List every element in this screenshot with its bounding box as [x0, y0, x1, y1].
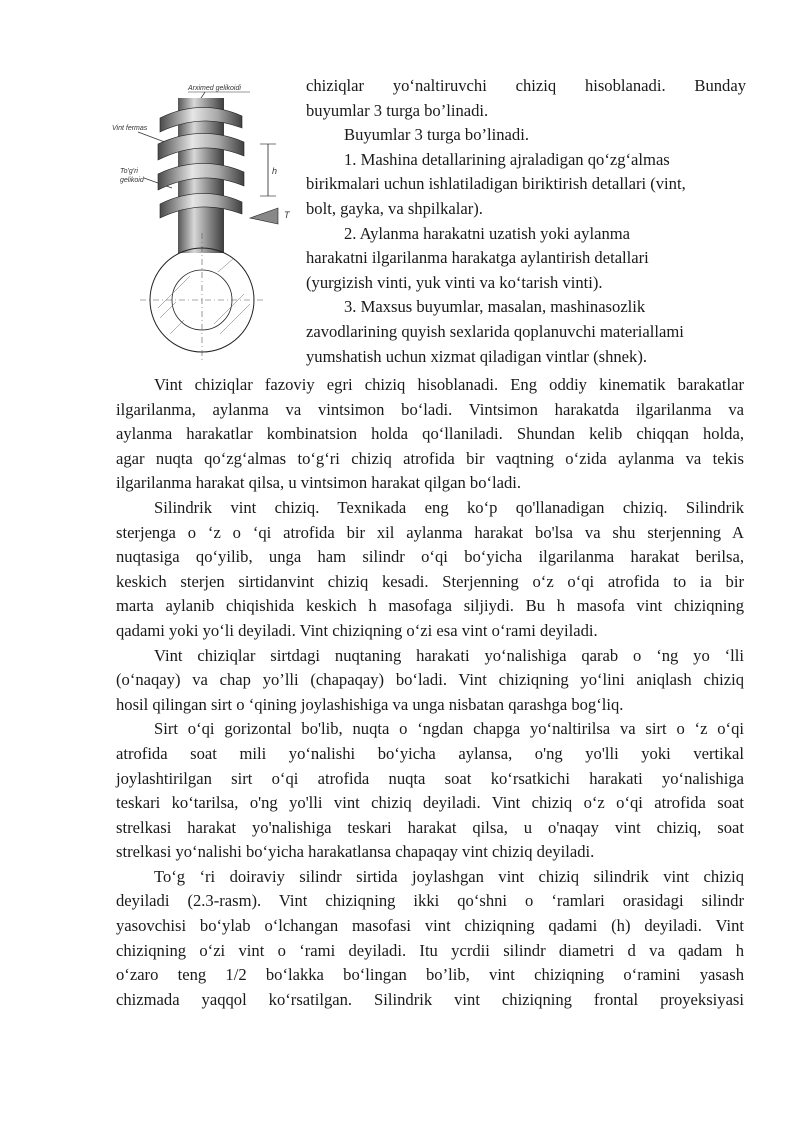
text-line: ilgarilanma, aylanma va vintsimon bo‘ladi. Vintsimon harakatda ilgarilanma va — [116, 399, 744, 419]
label-vint-fermas: Vint fermas — [112, 125, 148, 132]
text-line: harakatni ilgarilanma harakatga aylantirish detallari — [306, 248, 649, 268]
top-column-text — [306, 74, 746, 369]
screw-thread-figure — [110, 78, 306, 363]
text-line: yumshatish uchun xizmat qiladigan vintlar (shnek). — [306, 346, 648, 366]
text-line: chizmada yaqqol ko‘rsatilgan. Silindrik vint chiziqning frontal proyeksiyasi — [116, 989, 744, 1009]
text-line: 1. Mashina detallarining ajraladigan qo‘zg‘almas — [344, 149, 670, 169]
text-line: Buyumlar 3 turga bo’linadi. — [344, 125, 529, 145]
text-line: sterjenga o ‘z o ‘qi atrofida bir xil aylanma harakat bo'lsa va shu sterjenning A — [116, 522, 744, 542]
label-togri-gelikoid-1: To'g'ri — [120, 168, 138, 175]
text-line: joylashtirilgan sirt o‘qi atrofida nuqta soat ko‘rsatkichi harakati yo‘nalishiga — [116, 768, 744, 788]
text-line: atrofida soat mili yo‘nalishi bo‘yicha aylansa, o'ng yo'lli yoki vertikal — [116, 743, 744, 763]
text-line: chiziqlar yo‘naltiruvchi chiziq hisoblanadi. Bunday — [306, 76, 746, 95]
text-line: ilgarilanma harakat qilsa, u vintsimon harakat qilgan bo‘ladi. — [116, 473, 522, 493]
text-line: zavodlarining quyish sexlarida qoplanuvchi materiallami — [306, 321, 684, 341]
text-line: (o‘naqay) va chap yo’lli (chapaqay) bo‘ladi. Vint chiziqning yo‘lini aniqlash chiziq — [116, 670, 744, 690]
text-line: strelkasi yo‘nalishi bo‘yicha harakatlansa chapaqay vint chiziq deyiladi. — [116, 842, 595, 862]
text-line: yasovchisi bo‘ylab o‘lchangan masofasi vint chiziqning qadami (h) deyiladi. Vint — [116, 916, 744, 936]
text-line: agar nuqta qo‘zg‘almas to‘g‘ri chiziq atrofida bir vaqtning o‘zida aylanma va tekis — [116, 448, 744, 468]
text-line: To‘g ‘ri doiraviy silindr sirtida joylashgan vint chiziq silindrik vint chiziq — [154, 866, 744, 886]
text-line: Silindrik vint chiziq. Texnikada eng ko‘p qo'llanadigan chiziq. Silindrik — [154, 497, 744, 517]
text-line: marta aylanib chiqishida keskich h masofaga siljiydi. Bu h masofa vint chiziqning — [116, 596, 744, 616]
main-text — [116, 373, 744, 1012]
text-line: 2. Aylanma harakatni uzatish yoki aylanma — [344, 223, 631, 243]
text-line: chiziqning o‘zi vint o ‘rami deyiladi. Itu ycrdii silindr diametri d va qadam h — [116, 940, 744, 960]
text-line: Sirt o‘qi gorizontal bo'lib, nuqta o ‘ngdan chapga yo‘naltirilsa va sirt o ‘z o‘qi — [154, 719, 744, 739]
thread-profile — [250, 208, 278, 224]
label-h: h — [272, 166, 278, 176]
text-line: buyumlar 3 turga bo’linadi. — [306, 100, 489, 120]
text-line: deyiladi (2.3-rasm). Vint chiziqning ikki qo‘shni o ‘ramlari orasidagi silindr — [116, 891, 744, 911]
text-line: (yurgizish vinti, yuk vinti va ko‘tarish vinti). — [306, 272, 603, 292]
text-line: teskari ko‘tarilsa, o'ng yo'lli vint chiziq deyiladi. Vint chiziq o‘z o‘qi atrofida soat — [116, 793, 744, 813]
screw-drawing — [110, 78, 306, 363]
text-line: keskich sterjen sirtidanvint chiziq kesadi. Sterjenning o‘z o‘qi atrofida to ia bir — [116, 571, 744, 591]
text-line: birikmalari uchun ishlatiladigan biriktirish detallari (vint, — [306, 174, 686, 194]
text-line: Vint chiziqlar fazoviy egri chiziq hisoblanadi. Eng oddiy kinematik barakatlar — [154, 375, 744, 394]
text-line: bolt, gayka, va shpilkalar). — [306, 198, 483, 218]
text-line: nuqtasiga qo‘yilib, unga ham silindr o‘qi bo‘yicha ilgarilanma harakat berilsa, — [116, 547, 744, 567]
text-line: o‘zaro teng 1/2 bo‘lakka bo‘lingan bo’lib, vint chiziqning o‘ramini yasash — [116, 965, 744, 985]
label-arximed-gelikoidi: Arximed gelikoidi — [188, 85, 241, 92]
text-line: qadami yoki yo‘li deyiladi. Vint chiziqning o‘zi esa vint o‘rami deyiladi. — [116, 620, 598, 640]
label-t: T — [284, 210, 290, 220]
text-line: strelkasi harakat yo'nalishiga teskari harakat qilsa, u o'naqay vint chiziq, soat — [116, 817, 744, 837]
label-togri-gelikoid-2: gelikoid — [120, 177, 144, 184]
text-line: aylanma harakatlar kombinatsion holda qo‘llaniladi. Shundan kelib chiqqan holda, — [116, 424, 744, 444]
text-line: hosil qilingan sirt o ‘qining joylashishiga va unga nisbatan qarashga bog‘liq. — [116, 694, 624, 714]
hatching — [158, 258, 250, 334]
text-line: Vint chiziqlar sirtdagi nuqtaning harakati yo‘nalishiga qarab o ‘ng yo ‘lli — [154, 645, 744, 665]
text-line: 3. Maxsus buyumlar, masalan, mashinasozlik — [344, 297, 646, 317]
